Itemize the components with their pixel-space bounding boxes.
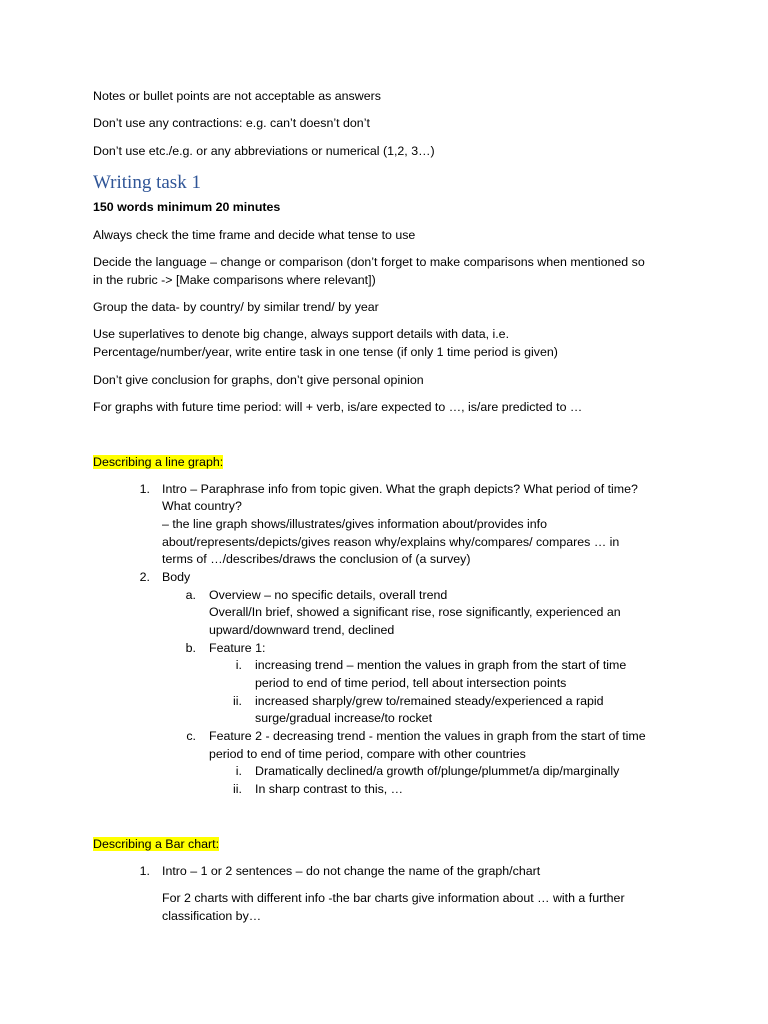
line-graph-intro-line3: – the line graph shows/illustrates/gives information about/provides info bbox=[162, 517, 548, 531]
line-graph-title-highlight: Describing a line graph: bbox=[93, 455, 224, 469]
sub-item-a-marker: a. bbox=[185, 588, 196, 602]
line-graph-item1-marker: 1. bbox=[139, 482, 150, 496]
line-graph-intro-line5: terms of …/describes/draws the conclusion of (a survey) bbox=[162, 552, 471, 566]
feature2-i-marker: i. bbox=[235, 764, 242, 778]
feature1-i-line2: period to end of time period, tell about intersection points bbox=[255, 676, 567, 690]
feature1-i-line1: increasing trend – mention the values in graph from the start of time bbox=[255, 658, 627, 672]
bar-chart-title-highlight: Describing a Bar chart: bbox=[93, 837, 220, 851]
writing-task-heading: Writing task 1 bbox=[93, 172, 201, 193]
line-graph-title bbox=[93, 453, 223, 471]
line-graph-body-label: Body bbox=[162, 570, 191, 584]
rule-no-contractions: Don’t use any contractions: e.g. can’t doesn’t don’t bbox=[93, 116, 370, 130]
line-graph-intro-line4: about/represents/depicts/gives reason why/explains why/compares/ compares … in bbox=[162, 535, 620, 549]
rule-no-abbreviations: Don’t use etc./e.g. or any abbreviations or numerical (1,2, 3…) bbox=[93, 144, 435, 158]
rule-no-notes: Notes or bullet points are not acceptable as answers bbox=[93, 89, 381, 103]
bar-chart-intro-line3: classification by… bbox=[162, 909, 262, 923]
feature2-line2: period to end of time period, compare with other countries bbox=[209, 747, 526, 761]
overview-line1: Overview – no specific details, overall trend bbox=[209, 588, 448, 602]
sub-item-b-marker: b. bbox=[185, 641, 196, 655]
sub-item-c-marker: c. bbox=[186, 729, 196, 743]
tip-superlatives-line2: Percentage/number/year, write entire task in one tense (if only 1 time period is given) bbox=[93, 345, 558, 359]
bar-chart-item1-marker: 1. bbox=[139, 864, 150, 878]
tip-language-line1: Decide the language – change or comparison (don’t forget to make comparisons when mentioned so bbox=[93, 255, 645, 269]
tip-time-frame: Always check the time frame and decide what tense to use bbox=[93, 228, 416, 242]
tip-future-period: For graphs with future time period: will + verb, is/are expected to …, is/are predicted to … bbox=[93, 400, 583, 414]
overview-line2: Overall/In brief, showed a significant rise, rose significantly, experienced an bbox=[209, 605, 621, 619]
feature1-ii-marker: ii. bbox=[233, 694, 242, 708]
bar-chart-intro-line2: For 2 charts with different info -the bar charts give information about … with a further bbox=[162, 891, 625, 905]
feature2-line1: Feature 2 - decreasing trend - mention the values in graph from the start of time bbox=[209, 729, 646, 743]
feature2-ii-line1: In sharp contrast to this, … bbox=[255, 782, 404, 796]
tip-language-line2: in the rubric -> [Make comparisons where relevant]) bbox=[93, 273, 376, 287]
feature1-ii-line2: surge/gradual increase/to rocket bbox=[255, 711, 433, 725]
feature1-i-marker: i. bbox=[235, 658, 242, 672]
feature2-ii-marker: ii. bbox=[233, 782, 242, 796]
feature1-ii-line1: increased sharply/grew to/remained steady/experienced a rapid bbox=[255, 694, 604, 708]
line-graph-intro-line1: Intro – Paraphrase info from topic given. What the graph depicts? What period of time? bbox=[162, 482, 638, 496]
feature1-label: Feature 1: bbox=[209, 641, 266, 655]
feature2-i-line1: Dramatically declined/a growth of/plunge/plummet/a dip/marginally bbox=[255, 764, 620, 778]
tip-superlatives-line1: Use superlatives to denote big change, always support details with data, i.e. bbox=[93, 327, 510, 341]
bar-chart-title bbox=[93, 835, 219, 853]
tip-group-data: Group the data- by country/ by similar trend/ by year bbox=[93, 300, 379, 314]
tip-no-conclusion: Don’t give conclusion for graphs, don’t give personal opinion bbox=[93, 373, 424, 387]
line-graph-item2-marker: 2. bbox=[139, 570, 150, 584]
bar-chart-intro-line1: Intro – 1 or 2 sentences – do not change the name of the graph/chart bbox=[162, 864, 541, 878]
task-subheading: 150 words minimum 20 minutes bbox=[93, 200, 281, 214]
overview-line3: upward/downward trend, declined bbox=[209, 623, 395, 637]
line-graph-intro-line2: What country? bbox=[162, 499, 242, 513]
